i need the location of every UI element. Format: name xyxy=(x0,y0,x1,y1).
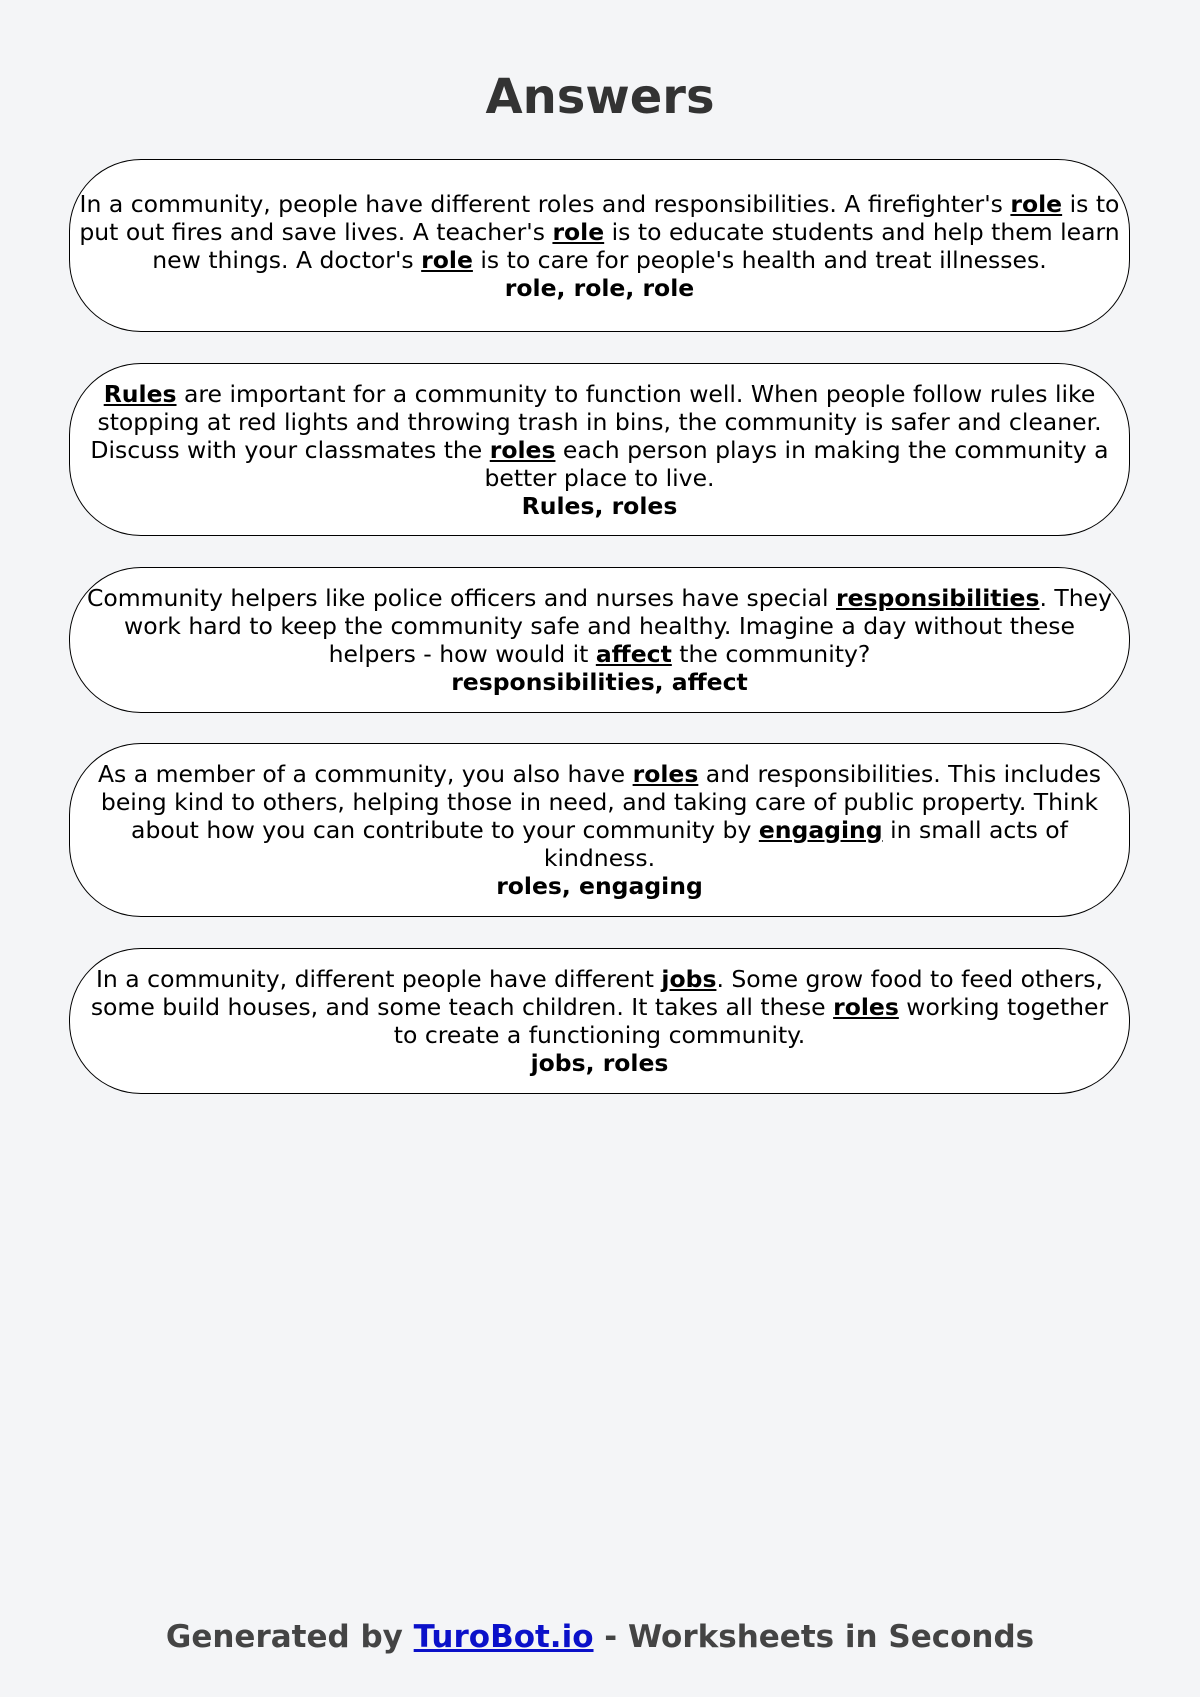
answer-card xyxy=(69,363,1130,536)
footer xyxy=(0,1617,1200,1657)
answer-key: Rules, roles xyxy=(521,491,678,520)
answer-word: jobs xyxy=(661,965,717,993)
answer-word: role xyxy=(552,217,605,246)
answer-word: affect xyxy=(595,640,672,668)
answer-word: Rules xyxy=(103,379,177,408)
answer-card xyxy=(69,159,1130,332)
page-title: Answers xyxy=(485,69,715,125)
answer-word: engaging xyxy=(758,816,883,844)
answer-word: roles xyxy=(489,435,556,464)
turobot-link[interactable]: TuroBot.io xyxy=(413,1619,594,1655)
answer-card xyxy=(69,948,1130,1094)
answer-word: role xyxy=(421,245,473,274)
answer-word: role xyxy=(1010,189,1063,218)
answer-key: role, role, role xyxy=(504,273,695,302)
answer-key: roles, engaging xyxy=(496,872,703,900)
answer-key: responsibilities, affect xyxy=(451,668,748,696)
card-text: In a community, different people have different jobs. Some grow food to feed others, some build houses, and some teach children. It takes all these roles working together to create a functioning community. xyxy=(90,965,1109,1049)
answer-card xyxy=(69,743,1130,917)
answer-key: jobs, roles xyxy=(530,1049,669,1077)
card-text: Community helpers like police officers and nurses have special responsibilities. They work hard to keep the community safe and healthy. Imagine a day without these helpers - how would it affect the community? xyxy=(86,584,1113,668)
card-text: Rules are important for a community to function well. When people follow rules like stopping at red lights and throwing trash in bins, the community is safer and cleaner. Discuss with your classmates the roles each person plays in making the community a better place to live. xyxy=(90,379,1109,492)
card-text: In a community, people have different roles and responsibilities. A firefighter's role is to put out fires and save lives. A teacher's role is to educate students and help them learn new things. A doctor's role is to care for people's health and treat illnesses. xyxy=(79,189,1120,274)
footer-suffix: - Worksheets in Seconds xyxy=(593,1619,1035,1655)
answer-word: responsibilities xyxy=(836,584,1040,612)
footer-prefix: Generated by xyxy=(165,1619,414,1655)
card-text: As a member of a community, you also have roles and responsibilities. This includes being kind to others, helping those in need, and taking care of public property. Think about how you can contribute to your community by engaging in small acts of kindness. xyxy=(97,760,1102,872)
answer-word: roles xyxy=(632,760,699,788)
answer-word: roles xyxy=(833,993,899,1021)
answer-card xyxy=(69,567,1130,713)
